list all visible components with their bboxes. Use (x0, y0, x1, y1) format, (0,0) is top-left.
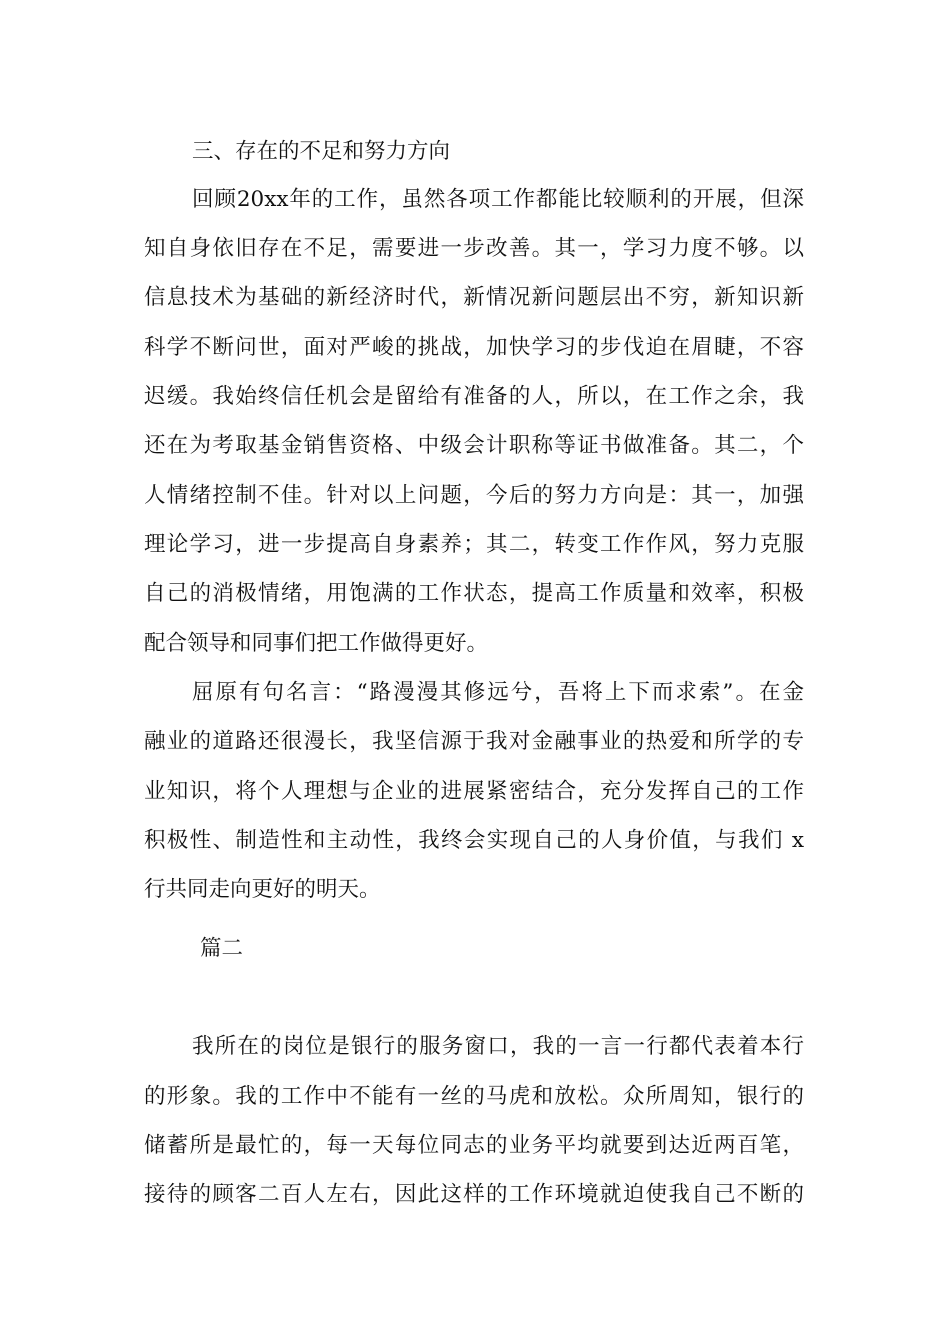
paragraph-line: 业知识，将个人理想与企业的进展紧密结合，充分发挥自己的工作 (144, 779, 804, 804)
paragraph-line: 储蓄所是最忙的，每一天每位同志的业务平均就要到达近两百笔， (144, 1133, 804, 1158)
part-heading: 篇二 (200, 936, 244, 961)
paragraph-line: 接待的顾客二百人左右，因此这样的工作环境就迫使我自己不断的 (144, 1182, 804, 1207)
paragraph-line: 知自身依旧存在不足，需要进一步改善。其一，学习力度不够。以 (144, 236, 804, 261)
paragraph-line: 科学不断问世，面对严峻的挑战，加快学习的步伐迫在眉睫，不容 (144, 335, 804, 360)
paragraph-line: 回顾20xx年的工作，虽然各项工作都能比较顺利的开展，但深 (192, 187, 804, 212)
section-heading: 三、存在的不足和努力方向 (192, 139, 451, 164)
paragraph-line: 屈原有句名言：“路漫漫其修远兮，吾将上下而求索”。在金 (192, 680, 804, 705)
paragraph-line: 自己的消极情绪，用饱满的工作状态，提高工作质量和效率，积极 (144, 581, 804, 606)
paragraph-line: 信息技术为基础的新经济时代，新情况新问题层出不穷，新知识新 (144, 285, 804, 310)
paragraph-line: 我所在的岗位是银行的服务窗口，我的一言一行都代表着本行 (192, 1034, 804, 1059)
paragraph-line: 还在为考取基金销售资格、中级会计职称等证书做准备。其二，个 (144, 433, 804, 458)
paragraph-line: 迟缓。我始终信任机会是留给有准备的人，所以，在工作之余，我 (144, 384, 804, 409)
paragraph-line: 行共同走向更好的明天。 (144, 877, 381, 902)
paragraph-line: 融业的道路还很漫长，我坚信源于我对金融事业的热爱和所学的专 (144, 729, 804, 754)
paragraph-line: 人情绪控制不佳。针对以上问题，今后的努力方向是：其一，加强 (144, 483, 804, 508)
paragraph-line: 的形象。我的工作中不能有一丝的马虎和放松。众所周知，银行的 (144, 1084, 804, 1109)
paragraph-line: 理论学习，进一步提高自身素养；其二，转变工作作风，努力克服 (144, 532, 804, 557)
paragraph-line: 积极性、制造性和主动性，我终会实现自己的人身价值，与我们 x (144, 828, 804, 853)
paragraph-line: 配合领导和同事们把工作做得更好。 (144, 631, 489, 656)
